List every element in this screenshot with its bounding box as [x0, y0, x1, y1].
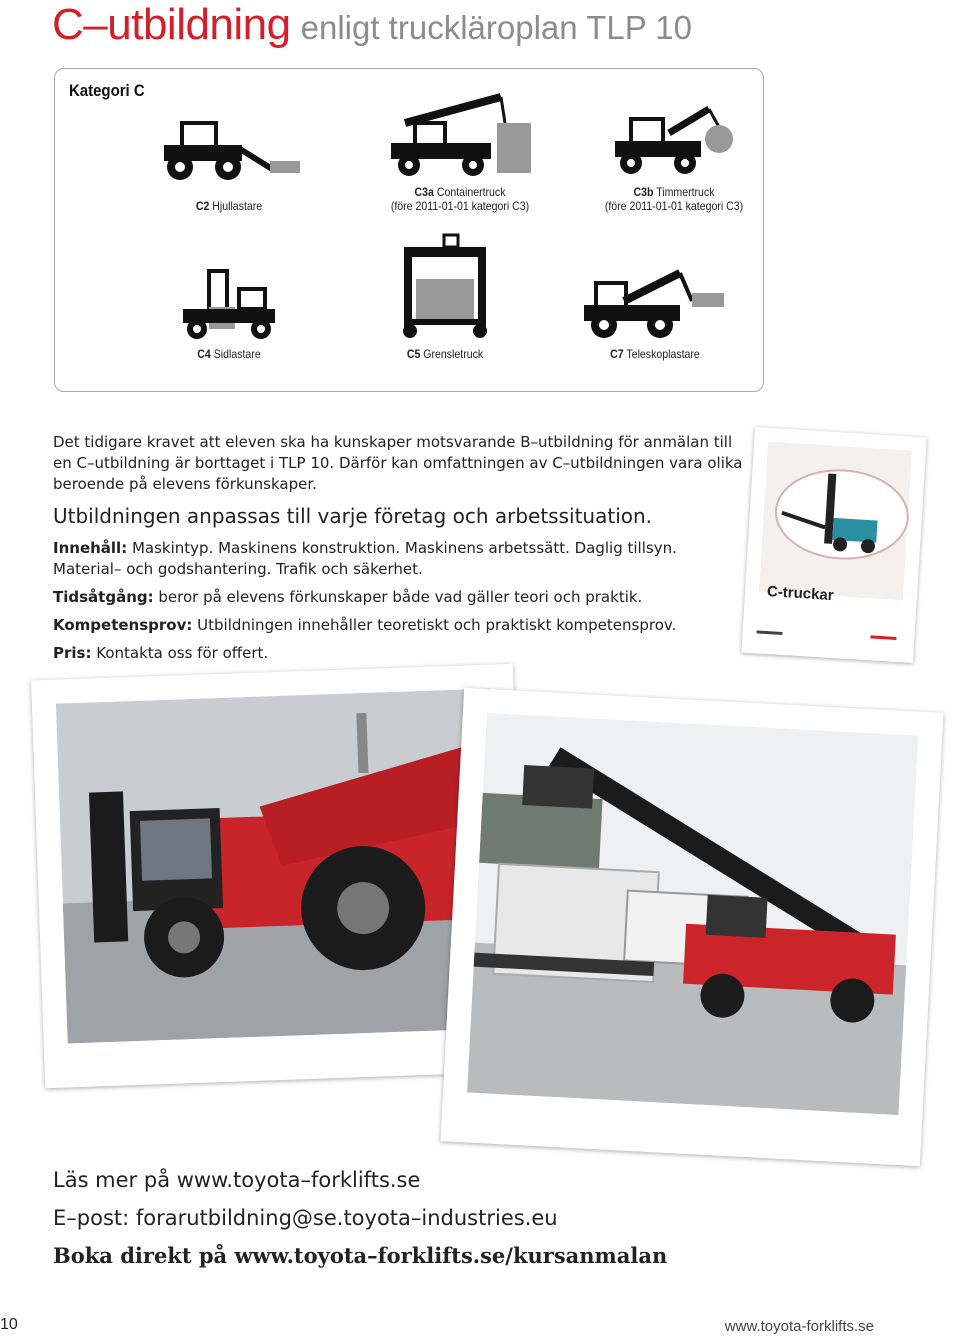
- telescopic-handler-icon: [580, 265, 730, 341]
- wheel-loader-icon: [154, 119, 304, 183]
- vehicle-c5: [355, 233, 535, 361]
- vehicle-caption: C4 Sidlastare: [197, 347, 261, 361]
- duration-text: Tidsåtgång: beror på elevens förkunskaper både vad gäller teori och praktik.: [53, 588, 643, 606]
- vehicle-c2: [139, 119, 319, 213]
- container-truck-icon: [385, 93, 535, 179]
- reach-stacker-photo-illustration: [56, 689, 502, 1044]
- vehicle-caption: C5 Grensletruck: [406, 347, 484, 361]
- vehicle-c7: [565, 265, 745, 361]
- category-box: [54, 68, 764, 392]
- booklet-title: C-truckar: [766, 583, 835, 605]
- title-light: enligt truckläroplan TLP 10: [300, 9, 692, 46]
- vehicle-c3b: [579, 103, 769, 213]
- vehicle-caption: C3b Timmertruck (före 2011-01-01 kategori C3): [604, 185, 744, 213]
- timber-truck-icon: [609, 103, 739, 179]
- highlight-text: Utbildningen anpassas till varje företag och arbetssituation.: [53, 504, 653, 528]
- reach-stacker-container-photo-illustration: [467, 713, 918, 1115]
- booklet-cover: [741, 427, 926, 663]
- booking-link[interactable]: Boka direkt på www.toyota–forklifts.se/kursanmalan: [53, 1243, 668, 1268]
- test-text: Kompetensprov: Utbildningen innehåller teoretiskt och praktiskt kompetensprov.: [53, 616, 677, 634]
- email-link[interactable]: E–post: forarutbildning@se.toyota–industries.eu: [53, 1206, 558, 1230]
- page-number: 10: [0, 1316, 18, 1333]
- footer-url[interactable]: www.toyota-forklifts.se: [724, 1318, 874, 1335]
- read-more-link[interactable]: Läs mer på www.toyota–forklifts.se: [53, 1168, 421, 1192]
- side-loader-icon: [179, 269, 279, 341]
- category-heading: Kategori C: [69, 81, 145, 100]
- photo-reach-stacker-container: [440, 688, 943, 1166]
- vehicle-caption: C3a Containertruck (före 2011-01-01 kategori C3): [390, 185, 530, 213]
- vehicle-caption: C7 Teleskoplastare: [610, 347, 700, 361]
- vehicle-caption: C2 Hjullastare: [195, 199, 263, 213]
- price-text: Pris: Kontakta oss för offert.: [53, 644, 269, 662]
- straddle-carrier-icon: [400, 233, 490, 341]
- title-strong: C–utbildning: [52, 0, 291, 49]
- booklet-illustration: [741, 427, 926, 663]
- page-title: [52, 0, 692, 50]
- content-text: Innehåll: Maskintyp. Maskinens konstruktion. Maskinens arbetssätt. Daglig tillsyn. Material– och godshantering. Trafik och säkerhet.: [53, 539, 677, 578]
- intro-paragraph: Det tidigare kravet att eleven ska ha kunskaper motsvarande B–utbildning för anmälan till en C–utbildning är borttaget i TLP 10. Därför kan omfattningen av C–utbildningen vara olika beroende på elevens förkunskaper.: [53, 433, 743, 493]
- vehicle-c4: [139, 269, 319, 361]
- vehicle-c3a: [365, 93, 555, 213]
